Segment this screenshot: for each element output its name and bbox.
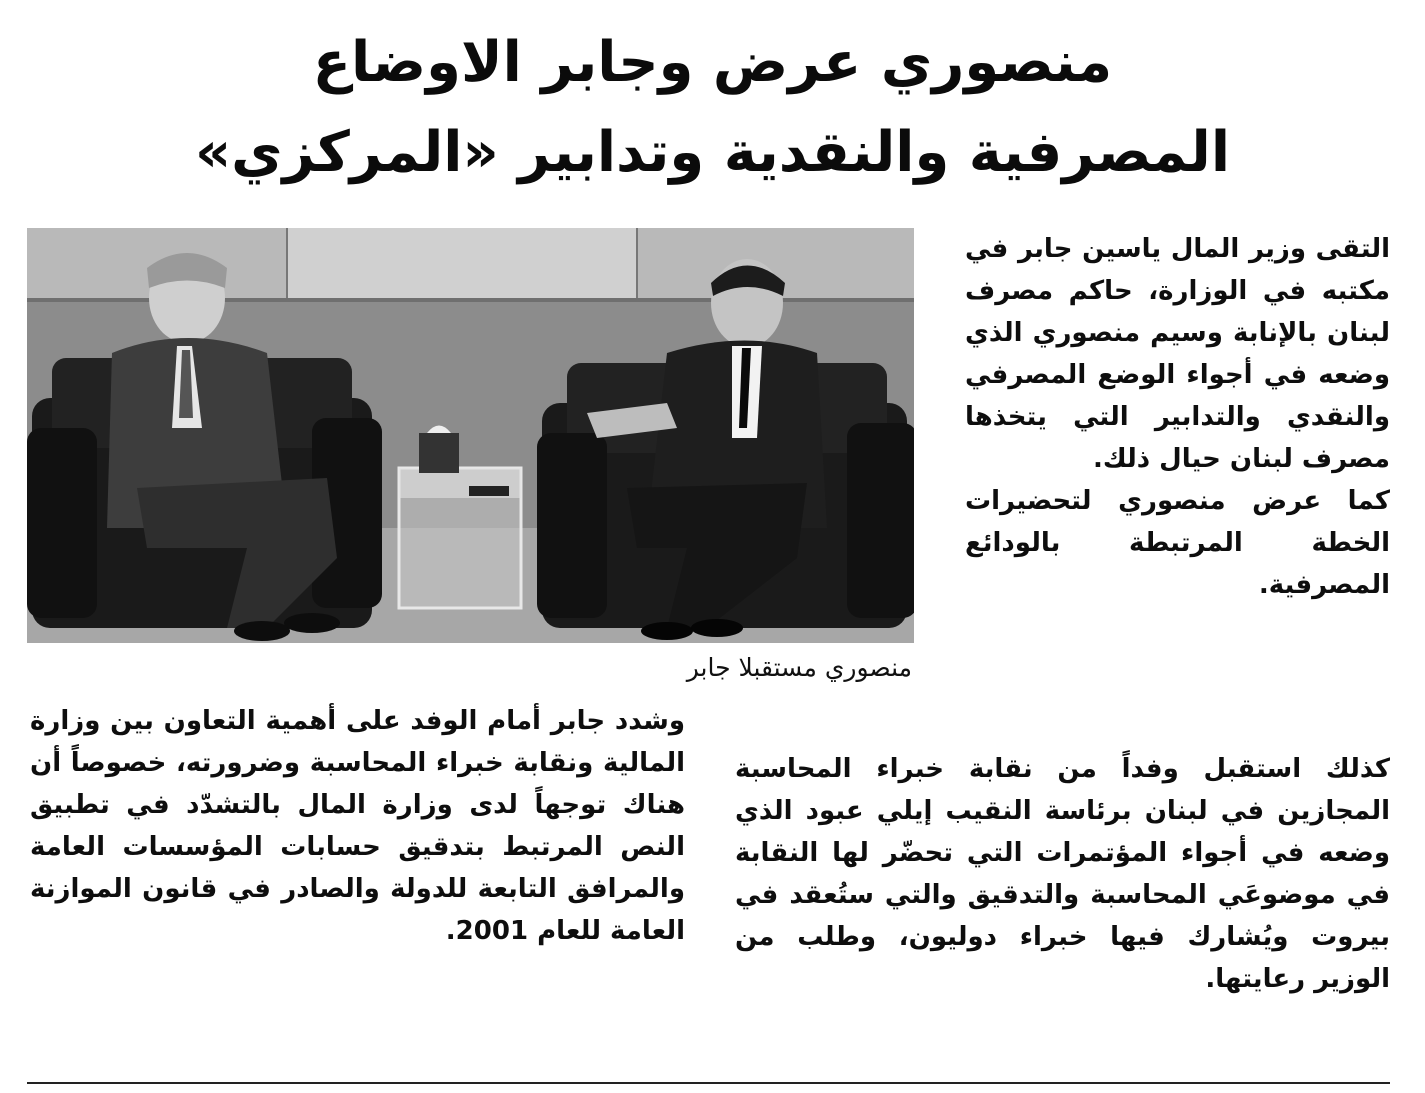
article-column-left — [30, 700, 685, 952]
article-paragraph: التقى وزير المال ياسين جابر في مكتبه في الوزارة، حاكم مصرف لبنان بالإنابة وسيم منصوري الذي وضعه في أجواء الوضع المصرفي والنقدي والتدابير التي يتخذها مصرف لبنان حيال ذلك. — [965, 234, 1390, 474]
article-column-right — [965, 228, 1390, 606]
article-paragraph: كذلك استقبل وفداً من نقابة خبراء المحاسبة المجازين في لبنان برئاسة النقيب إيلي عبود الذي وضعه في أجواء المؤتمرات التي تحضّر لها النقابة في موضوعَي المحاسبة والتدقيق والتي ستُعقد في بيروت ويُشارك فيها خبراء دوليون، وطلب من الوزير رعايتها. — [735, 754, 1390, 994]
headline-line-2: المصرفية والنقدية وتدابير «المركزي» — [194, 120, 1231, 185]
photo-caption: منصوري مستقبلا جابر — [686, 653, 912, 682]
article-paragraph: كما عرض منصوري لتحضيرات الخطة المرتبطة بالودائع المصرفية. — [965, 486, 1390, 600]
headline — [30, 18, 1395, 198]
headline-line-1: منصوري عرض وجابر الاوضاع — [312, 30, 1113, 95]
news-photo-illustration — [27, 228, 914, 643]
news-photo — [27, 228, 914, 643]
bottom-divider — [27, 1082, 1390, 1084]
article-paragraph: وشدد جابر أمام الوفد على أهمية التعاون بين وزارة المالية ونقابة خبراء المحاسبة وضرورته، خصوصاً أن هناك توجهاً لدى وزارة المال بالتشدّد في تطبيق النص المرتبط بتدقيق حسابات المؤسسات العامة والمرافق التابعة للدولة والصادر في قانون الموازنة العامة للعام 2001. — [30, 706, 685, 946]
article-column-right-bottom — [735, 748, 1390, 1000]
